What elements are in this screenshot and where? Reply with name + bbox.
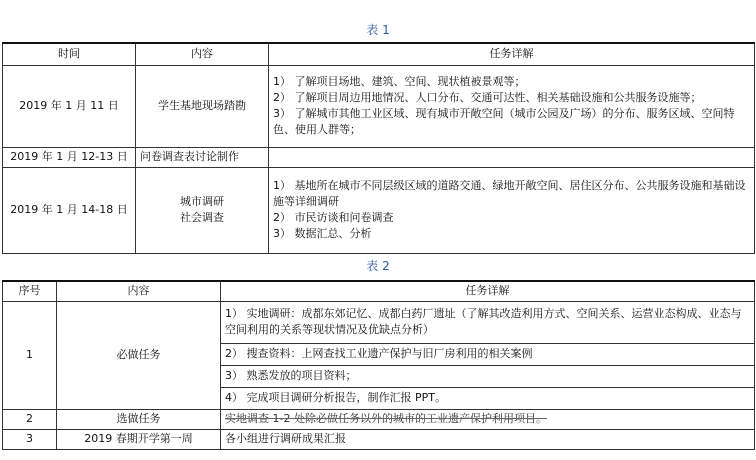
detail-item: 实地调查 1-2 处除必做任务以外的城市的工业遗产保护利用项目。 [225, 412, 547, 425]
table1-date-cell: 2019 年 1 月 14-18 日 [3, 167, 136, 253]
table1-header-row [3, 43, 755, 65]
table1-header-time: 时间 [3, 43, 136, 65]
table2-header-row [3, 281, 755, 301]
table2 [2, 280, 755, 450]
table1-content-cell: 问卷调查表讨论制作 [136, 147, 269, 167]
table2-header-details: 任务详解 [221, 281, 755, 301]
table2-content-cell: 2019 春期开学第一周 [57, 429, 221, 449]
table-row [3, 167, 755, 253]
table1-details-cell [269, 147, 755, 167]
content-line: 社会调查 [180, 211, 224, 224]
detail-item: 1） 实地调研：成都东郊记忆、成都白药厂遗址（了解其改造利用方式、空间关系、运营业态构成、业态与空间利用的关系等现状情况及优缺点分析） [225, 307, 742, 336]
table-row [3, 301, 755, 343]
table2-content-cell: 选做任务 [57, 409, 221, 429]
detail-item: 1） 基地所在城市不同层级区域的道路交通、绿地开敞空间、居住区分布、公共服务设施和基础设施等详细调研 [273, 179, 746, 208]
table2-num-cell: 3 [3, 429, 57, 449]
detail-item: 1） 了解项目场地、建筑、空间、现状植被景观等； [273, 75, 526, 88]
table-row [3, 65, 755, 147]
table1 [2, 42, 755, 254]
table2-details-cell: 2） 搜查资料：上网查找工业遗产保护与旧厂房利用的相关案例 [221, 343, 755, 365]
table2-caption: 表 2 [366, 259, 390, 273]
table1-date-cell: 2019 年 1 月 12-13 日 [3, 147, 136, 167]
table1-details-cell [269, 167, 755, 253]
table1-date-cell: 2019 年 1 月 11 日 [3, 65, 136, 147]
table1-header-details: 任务详解 [269, 43, 755, 65]
table1-content-cell: 学生基地现场踏勘 [136, 65, 269, 147]
table2-details-cell: 各小组进行调研成果汇报 [221, 429, 755, 449]
table1-header-content: 内容 [136, 43, 269, 65]
table2-num-cell: 2 [3, 409, 57, 429]
table2-details-cell: 4） 完成项目调研分析报告，制作汇报 PPT。 [221, 387, 755, 409]
detail-item: 2） 市民访谈和问卷调查 [273, 211, 394, 224]
table2-details-cell [221, 301, 755, 343]
detail-item: 3） 了解城市其他工业区域、现有城市开敞空间（城市公园及广场）的分布、服务区域、空间特色、使用人群等； [273, 107, 735, 136]
detail-item: 2） 了解项目周边用地情况、人口分布、交通可达性、相关基础设施和公共服务设施等； [273, 91, 702, 104]
table2-header-content: 内容 [57, 281, 221, 301]
table1-content-cell [136, 167, 269, 253]
table-row [3, 409, 755, 429]
table2-details-cell [221, 409, 755, 429]
table1-caption: 表 1 [366, 23, 390, 37]
table-row [3, 147, 755, 167]
table1-details-cell [269, 65, 755, 147]
table2-details-cell: 3） 熟悉发放的项目资料； [221, 365, 755, 387]
content-line: 城市调研 [180, 195, 224, 208]
table2-content-cell: 必做任务 [57, 301, 221, 409]
table-row [3, 429, 755, 449]
table2-num-cell: 1 [3, 301, 57, 409]
table2-header-num: 序号 [3, 281, 57, 301]
detail-item: 3） 数据汇总、分析 [273, 227, 372, 240]
